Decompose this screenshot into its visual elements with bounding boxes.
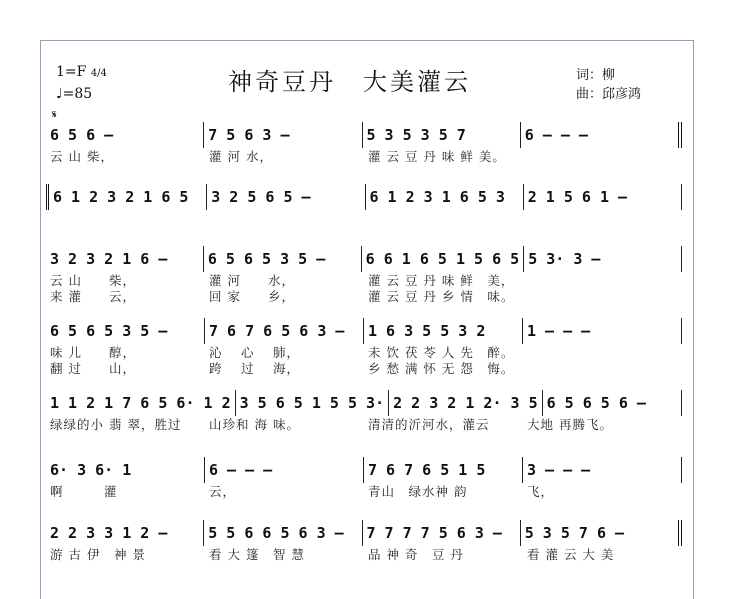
measure: 1 1 2 1 7 6 5 6· 1 2 — [50, 394, 231, 412]
lyric-segment: 清清的沂河水，灌云 — [368, 417, 490, 432]
measure: 1 6 3 5 5 3 2 — [363, 318, 522, 344]
lyric-segment: 啊 灌 — [50, 484, 118, 499]
measure: 1 – – – — [522, 318, 682, 344]
measure: 6 5 6 5 3 5 – — [50, 322, 168, 340]
measure: 6 6 1 6 5 1 5 6 5 — [361, 246, 524, 272]
measure: 6 – – – — [520, 122, 682, 148]
lyric-segment: 飞， — [527, 484, 555, 499]
measure: 6 5 6 – — [50, 126, 114, 144]
measure: 3 – – – — [522, 457, 682, 483]
measure: 6 1 2 3 2 1 6 5 — [46, 184, 206, 210]
lyric-segment: 来 灌 云， — [50, 289, 136, 304]
notation-row — [46, 520, 682, 544]
measure: 7 5 6 3 – — [203, 122, 361, 148]
lyric-segment: 云 山 柴， — [50, 273, 136, 288]
notation-row — [46, 246, 682, 270]
song-title: 神奇豆丹 大美灌云 — [228, 68, 471, 96]
lyrics-row — [46, 416, 682, 434]
notation-row — [46, 457, 682, 481]
measure: 6 1 2 3 1 6 5 3 — [365, 184, 523, 210]
lyric-segment: 云， — [209, 484, 237, 499]
measure: 5 3 5 3 5 7 — [362, 122, 520, 148]
left-margin-line — [40, 40, 41, 599]
measure: 3 2 3 2 1 6 – — [50, 250, 168, 268]
measure: 2 2 3 2 1 2· 3 5 — [388, 390, 542, 416]
lyric-segment: 看 大 篷 智 慧 — [209, 547, 305, 562]
measure: 3 2 5 6 5 – — [206, 184, 364, 210]
lyric-segment: 未 饮 茯 苓 人 先 醉。 — [368, 345, 515, 360]
key-label: 1=F — [56, 64, 87, 80]
lyrics-row — [46, 546, 682, 564]
lyric-segment: 味 儿 醇， — [50, 345, 136, 360]
lyric-segment: 灌 云 豆 丹 味 鲜 美， — [368, 273, 515, 288]
key-signature — [56, 64, 107, 80]
measure: 7 6 7 6 5 1 5 — [363, 457, 522, 483]
measure: 5 3 5 7 6 – — [520, 520, 682, 546]
composer: 曲：邱彦鸿 — [576, 87, 642, 102]
lyric-segment: 乡 愁 满 怀 无 怨 悔。 — [368, 361, 515, 376]
lyric-segment: 游 古 伊 神 景 — [50, 547, 146, 562]
top-margin-line — [40, 40, 694, 41]
lyric-segment: 青山 绿水神 韵 — [368, 484, 468, 499]
measure: 5 3· 3 – — [523, 246, 682, 272]
notation-row — [46, 184, 682, 208]
measure: 5 5 6 6 5 6 3 – — [203, 520, 361, 546]
lyricist: 词：柳 — [576, 68, 616, 83]
measure: 7 7 7 7 5 6 3 – — [362, 520, 520, 546]
notation-row — [46, 318, 682, 342]
lyric-segment: 灌 河 水， — [209, 149, 273, 164]
measure: 7 6 7 6 5 6 3 – — [204, 318, 363, 344]
lyric-segment: 绿绿的小 翡 翠，胜过 — [50, 417, 182, 432]
measure: 2 2 3 3 1 2 – — [50, 524, 168, 542]
lyric-segment: 灌 云 豆 丹 味 鲜 美。 — [368, 149, 506, 164]
time-signature: 4/4 — [90, 68, 107, 79]
lyrics-row — [46, 148, 682, 166]
lyric-segment: 翻 过 山， — [50, 361, 136, 376]
notation-row — [46, 122, 682, 146]
lyrics-row — [46, 483, 682, 501]
measure: 6 5 6 5 3 5 – — [203, 246, 361, 272]
lyric-segment: 看 灌 云 大 美 — [527, 547, 615, 562]
measure: 6· 3 6· 1 — [50, 461, 132, 479]
lyric-segment: 灌 河 水， — [209, 273, 295, 288]
lyrics-row — [46, 360, 682, 378]
measure: 6 – – – — [204, 457, 363, 483]
measure: 6 5 6 5 6 – — [542, 390, 682, 416]
lyric-segment: 品 神 奇 豆 丹 — [368, 547, 464, 562]
segno-sign: 𝄋 — [52, 108, 57, 121]
lyric-segment: 山珍和 海 味。 — [209, 417, 300, 432]
tempo-marking: ♩=85 — [56, 86, 93, 102]
measure: 2 1 5 6 1 – — [523, 184, 682, 210]
lyric-segment: 灌 云 豆 丹 乡 情 味。 — [368, 289, 515, 304]
lyrics-row — [46, 288, 682, 306]
lyric-segment: 回 家 乡， — [209, 289, 295, 304]
credits — [576, 66, 641, 104]
right-margin-line — [693, 40, 694, 599]
lyric-segment: 沁 心 肺， — [209, 345, 300, 360]
measure: 3 5 6 5 1 5 5 3· — [235, 390, 389, 416]
lyric-segment: 云 山 柴， — [50, 149, 114, 164]
notation-row — [46, 390, 682, 414]
lyric-segment: 跨 过 海， — [209, 361, 300, 376]
lyric-segment: 大地 再腾飞。 — [527, 417, 613, 432]
